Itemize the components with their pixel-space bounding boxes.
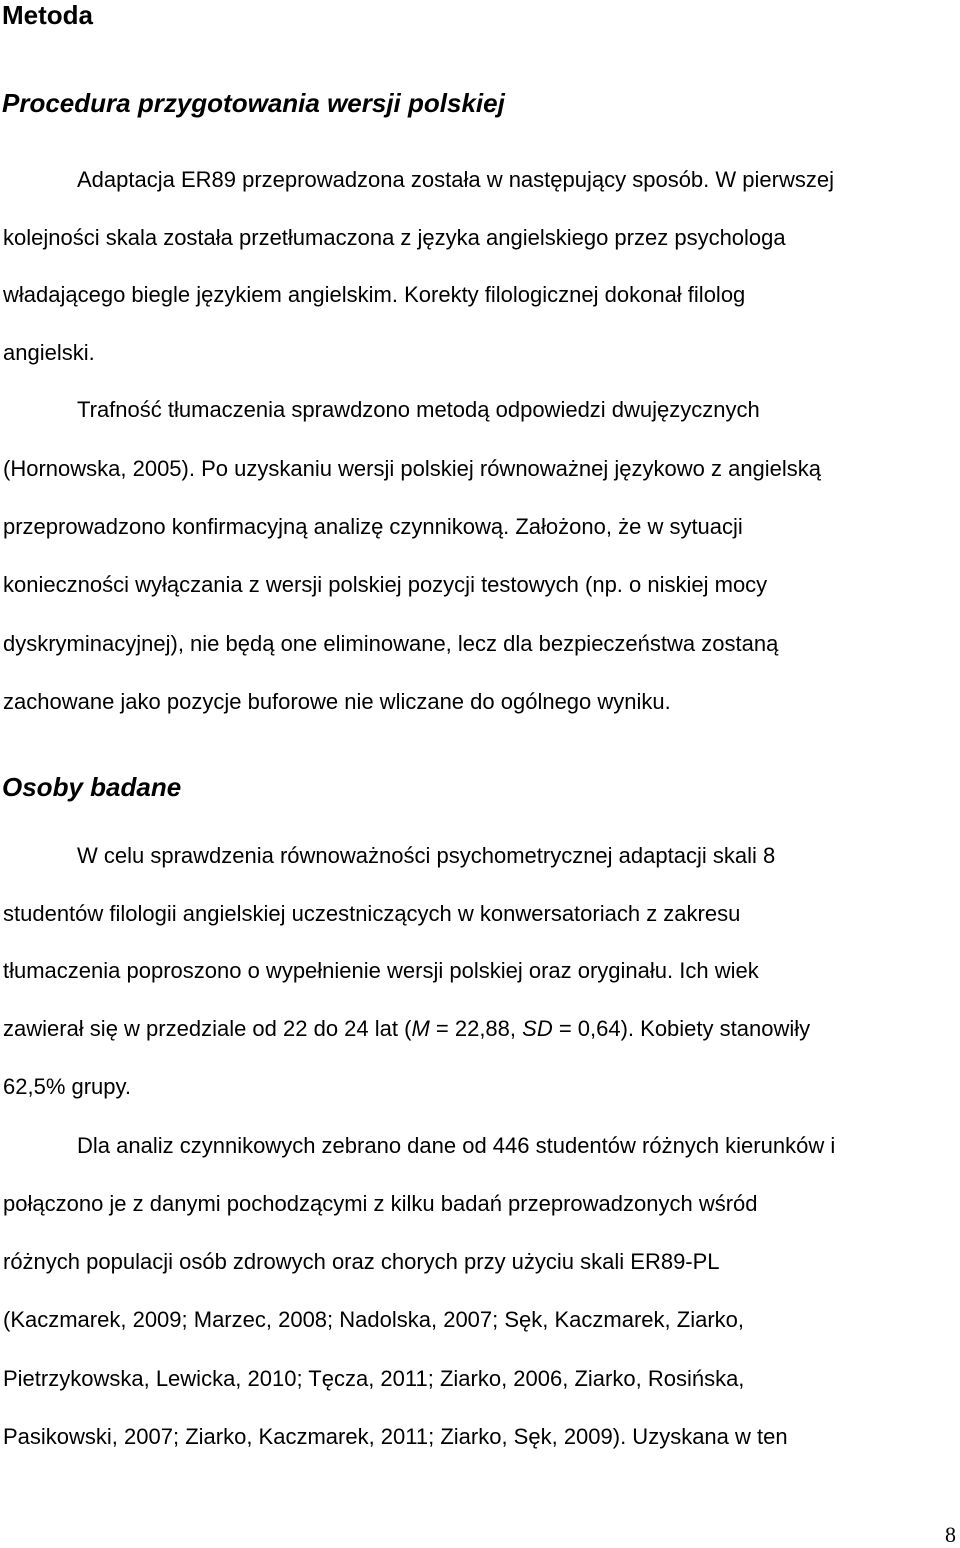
stats-line bbox=[3, 1016, 810, 1042]
paragraph-line: tłumaczenia poproszono o wypełnienie wersji polskiej oraz oryginału. Ich wiek bbox=[3, 958, 759, 983]
paragraph-line: (Kaczmarek, 2009; Marzec, 2008; Nadolska, 2007; Sęk, Kaczmarek, Ziarko, bbox=[3, 1307, 744, 1332]
paragraph-line: dyskryminacyjnej), nie będą one eliminowane, lecz dla bezpieczeństwa zostaną bbox=[3, 631, 779, 656]
paragraph-line: połączono je z danymi pochodzącymi z kilku badań przeprowadzonych wśród bbox=[3, 1191, 758, 1216]
paragraph-line: Dla analiz czynnikowych zebrano dane od 446 studentów różnych kierunków i bbox=[77, 1133, 836, 1158]
paragraph-line: różnych populacji osób zdrowych oraz chorych przy użyciu skali ER89-PL bbox=[3, 1249, 720, 1274]
stats-text-before: zawierał się w przedziale od 22 do 24 lat ( bbox=[3, 1016, 412, 1041]
paragraph-line: angielski. bbox=[3, 340, 95, 365]
mean-value: = 22,88, bbox=[429, 1016, 523, 1041]
page-number: 8 bbox=[945, 1522, 956, 1547]
paragraph-line: Pietrzykowska, Lewicka, 2010; Tęcza, 2011; Ziarko, 2006, Ziarko, Rosińska, bbox=[3, 1366, 745, 1391]
paragraph-line: kolejności skala została przetłumaczona z języka angielskiego przez psychologa bbox=[3, 225, 786, 250]
paragraph-line: zachowane jako pozycje buforowe nie wliczane do ogólnego wyniku. bbox=[3, 689, 671, 714]
paragraph-line: Pasikowski, 2007; Ziarko, Kaczmarek, 2011; Ziarko, Sęk, 2009). Uzyskana w ten bbox=[3, 1424, 788, 1449]
section-title: Metoda bbox=[2, 0, 93, 30]
paragraph-line: władającego biegle językiem angielskim. Korekty filologicznej dokonał filolog bbox=[3, 282, 746, 307]
paragraph-line: konieczności wyłączania z wersji polskiej pozycji testowych (np. o niskiej mocy bbox=[3, 572, 768, 597]
paragraph-line: przeprowadzono konfirmacyjną analizę czynnikową. Założono, że w sytuacji bbox=[3, 514, 743, 539]
paragraph-line: 62,5% grupy. bbox=[3, 1074, 132, 1099]
sd-value: = 0,64). Kobiety stanowiły bbox=[552, 1016, 811, 1041]
subsection-title-procedura: Procedura przygotowania wersji polskiej bbox=[2, 88, 505, 118]
paragraph-line: Trafność tłumaczenia sprawdzono metodą odpowiedzi dwujęzycznych bbox=[77, 397, 760, 422]
paragraph-line: studentów filologii angielskiej uczestniczących w konwersatoriach z zakresu bbox=[3, 901, 741, 926]
subsection-title-osoby-badane: Osoby badane bbox=[2, 772, 182, 802]
mean-symbol: M bbox=[411, 1016, 430, 1041]
sd-symbol: SD bbox=[522, 1016, 553, 1041]
paragraph-line: W celu sprawdzenia równoważności psychometrycznej adaptacji skali 8 bbox=[77, 843, 776, 868]
paragraph-line: (Hornowska, 2005). Po uzyskaniu wersji polskiej równoważnej językowo z angielską bbox=[3, 456, 822, 481]
paragraph-line: Adaptacja ER89 przeprowadzona została w następujący sposób. W pierwszej bbox=[77, 167, 834, 192]
